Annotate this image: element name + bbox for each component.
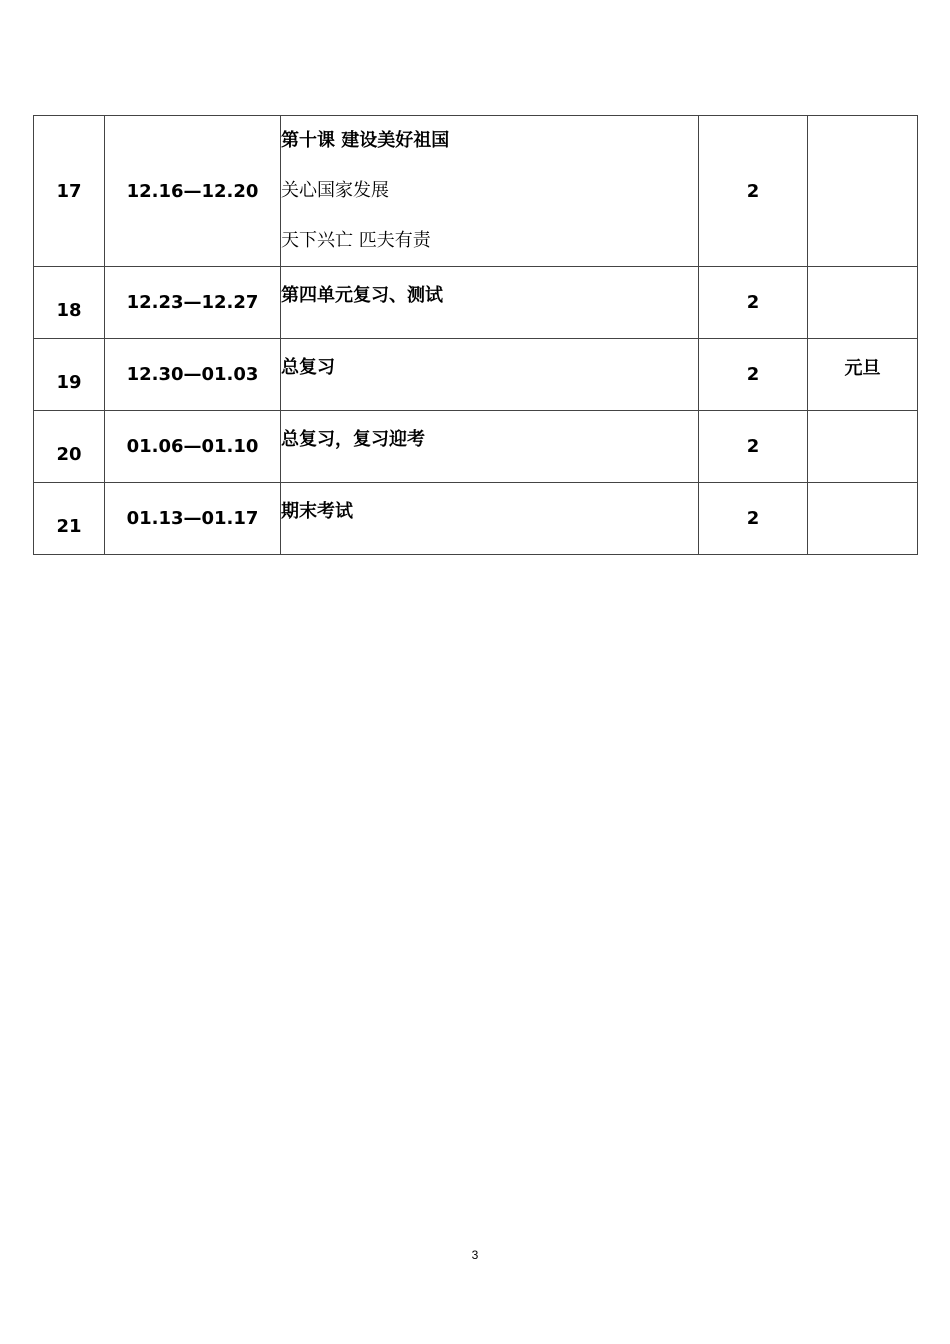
hours-cell: 2 bbox=[699, 483, 808, 555]
week-cell: 20 bbox=[34, 411, 105, 483]
note-cell bbox=[808, 411, 918, 483]
content-cell: 总复习，复习迎考 bbox=[281, 411, 699, 483]
date-range-cell: 12.30—01.03 bbox=[105, 339, 281, 411]
note-cell bbox=[808, 483, 918, 555]
week-cell: 18 bbox=[34, 267, 105, 339]
lesson-topic: 天下兴亡 匹夫有责 bbox=[281, 230, 431, 251]
table-row bbox=[34, 411, 918, 483]
date-range-cell: 12.16—12.20 bbox=[105, 116, 281, 267]
note-cell: 元旦 bbox=[808, 339, 918, 411]
hours-cell: 2 bbox=[699, 411, 808, 483]
note-cell bbox=[808, 267, 918, 339]
week-cell: 19 bbox=[34, 339, 105, 411]
date-range-cell: 12.23—12.27 bbox=[105, 267, 281, 339]
content-cell: 期末考试 bbox=[281, 483, 699, 555]
hours-cell: 2 bbox=[699, 116, 808, 267]
table-row bbox=[34, 483, 918, 555]
note-cell bbox=[808, 116, 918, 267]
date-range-cell: 01.06—01.10 bbox=[105, 411, 281, 483]
page-number: 3 bbox=[471, 1248, 479, 1262]
table-row bbox=[34, 116, 918, 267]
week-cell: 17 bbox=[34, 116, 105, 267]
content-cell: 总复习 bbox=[281, 339, 699, 411]
content-cell bbox=[281, 116, 699, 267]
hours-cell: 2 bbox=[699, 339, 808, 411]
lesson-title: 第十课 建设美好祖国 bbox=[281, 130, 450, 151]
lesson-topic: 关心国家发展 bbox=[281, 180, 389, 201]
schedule-table bbox=[33, 115, 918, 555]
hours-cell: 2 bbox=[699, 267, 808, 339]
table-row bbox=[34, 339, 918, 411]
content-cell: 第四单元复习、测试 bbox=[281, 267, 699, 339]
week-cell: 21 bbox=[34, 483, 105, 555]
date-range-cell: 01.13—01.17 bbox=[105, 483, 281, 555]
table-row bbox=[34, 267, 918, 339]
